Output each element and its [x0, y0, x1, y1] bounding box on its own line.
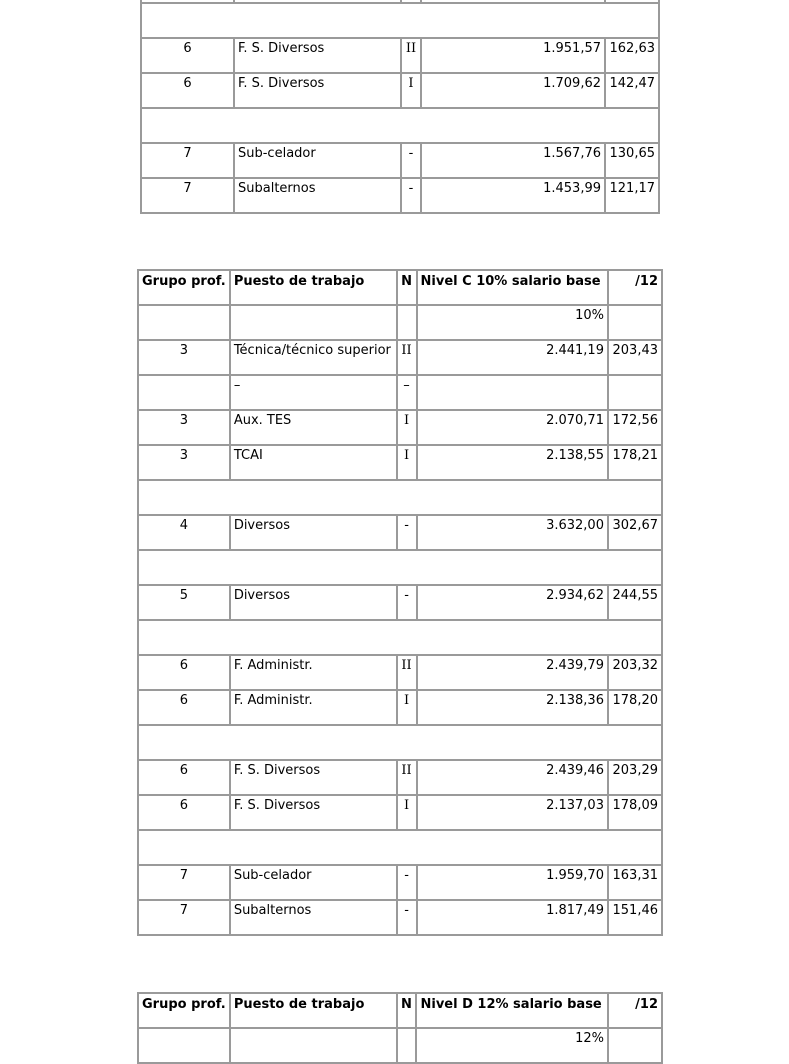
header-valor: Nivel C 10% salario base: [417, 270, 608, 305]
mensual-cell: 203,32: [608, 655, 662, 690]
nivel-cell: –: [397, 375, 417, 410]
nivel-cell: -: [397, 585, 417, 620]
table1-body: [141, 0, 659, 213]
grupo-cell: 6: [138, 655, 230, 690]
valor-cell: 3.632,00: [417, 515, 608, 550]
mensual-cell: 172,56: [608, 410, 662, 445]
percent-cell: 12%: [416, 1028, 608, 1063]
table-row: [138, 375, 662, 410]
mensual-cell: 121,17: [605, 178, 659, 213]
mensual-cell: 178,20: [608, 690, 662, 725]
percent-row: [138, 1028, 662, 1063]
mensual-cell: 130,65: [605, 143, 659, 178]
table-row: [138, 410, 662, 445]
nivel-cell: -: [397, 900, 417, 935]
mensual-cell: 163,31: [608, 865, 662, 900]
table-header-row: [138, 270, 662, 305]
valor-cell: 1.959,70: [417, 865, 608, 900]
nivel-cell: II: [397, 340, 417, 375]
valor-cell: 1.453,99: [421, 178, 605, 213]
grupo-cell: 7: [138, 865, 230, 900]
mensual-cell: 162,63: [605, 38, 659, 73]
header-n: N: [397, 993, 417, 1028]
nivel-cell: I: [397, 690, 417, 725]
nivel-cell: -: [401, 143, 421, 178]
table-row: [138, 585, 662, 620]
nivel-cell: II: [397, 760, 417, 795]
puesto-cell: F. S. Diversos: [230, 795, 397, 830]
nivel-cell: II: [397, 655, 417, 690]
valor-cell: 1.567,76: [421, 143, 605, 178]
mensual-cell: 302,67: [608, 515, 662, 550]
puesto-cell: Sub-celador: [230, 865, 397, 900]
salary-table-nivel-c: [137, 269, 663, 936]
table-header-row: [138, 993, 662, 1028]
nivel-cell: I: [397, 410, 417, 445]
percent-row: [138, 305, 662, 340]
table3-body: [138, 993, 662, 1063]
mensual-cell: 178,21: [608, 445, 662, 480]
valor-cell: 1.817,49: [417, 900, 608, 935]
grupo-cell: 6: [138, 690, 230, 725]
nivel-cell: I: [397, 795, 417, 830]
header-n: N: [397, 270, 417, 305]
table-row-spacer: [138, 480, 662, 515]
header-mensual: /12: [608, 993, 662, 1028]
puesto-cell: Subalternos: [234, 178, 401, 213]
table-row: [138, 795, 662, 830]
grupo-cell: 3: [138, 410, 230, 445]
header-grupo: Grupo prof.: [138, 993, 230, 1028]
puesto-cell: –: [230, 375, 397, 410]
salary-table-nivel-b-continued: [140, 0, 660, 214]
table-row-spacer: [138, 830, 662, 865]
header-valor: Nivel D 12% salario base: [416, 993, 608, 1028]
puesto-cell: F. S. Diversos: [234, 38, 401, 73]
valor-cell: 2.138,55: [417, 445, 608, 480]
header-mensual: /12: [608, 270, 662, 305]
valor-cell: 2.137,03: [417, 795, 608, 830]
mensual-cell: [608, 375, 662, 410]
mensual-cell: 142,47: [605, 73, 659, 108]
table-row: [138, 900, 662, 935]
mensual-cell: 244,55: [608, 585, 662, 620]
table-row: [141, 73, 659, 108]
table-row: [138, 865, 662, 900]
puesto-cell: Técnica/técnico superior: [230, 340, 397, 375]
valor-cell: 2.439,46: [417, 760, 608, 795]
percent-cell: 10%: [417, 305, 608, 340]
table-row: [141, 38, 659, 73]
grupo-cell: 6: [138, 760, 230, 795]
nivel-cell: -: [397, 515, 417, 550]
table-row-spacer: [141, 3, 659, 38]
grupo-cell: 4: [138, 515, 230, 550]
table-row: [138, 760, 662, 795]
valor-cell: 1.709,62: [421, 73, 605, 108]
table-row-spacer: [138, 550, 662, 585]
salary-table-nivel-d: [137, 992, 663, 1064]
puesto-cell: Diversos: [230, 515, 397, 550]
valor-cell: 2.934,62: [417, 585, 608, 620]
valor-cell: 1.951,57: [421, 38, 605, 73]
valor-cell: 2.070,71: [417, 410, 608, 445]
grupo-cell: 6: [141, 38, 234, 73]
puesto-cell: F. Administr.: [230, 690, 397, 725]
nivel-cell: I: [401, 73, 421, 108]
grupo-cell: 3: [138, 445, 230, 480]
table-row: [138, 445, 662, 480]
table-row: [141, 178, 659, 213]
grupo-cell: 7: [141, 143, 234, 178]
valor-cell: [417, 375, 608, 410]
nivel-cell: -: [401, 178, 421, 213]
nivel-cell: -: [397, 865, 417, 900]
puesto-cell: Subalternos: [230, 900, 397, 935]
table-row: [138, 515, 662, 550]
mensual-cell: 203,29: [608, 760, 662, 795]
valor-cell: 2.138,36: [417, 690, 608, 725]
puesto-cell: F. S. Diversos: [234, 73, 401, 108]
puesto-cell: F. Administr.: [230, 655, 397, 690]
mensual-cell: 151,46: [608, 900, 662, 935]
header-puesto: Puesto de trabajo: [230, 270, 397, 305]
grupo-cell: 3: [138, 340, 230, 375]
header-puesto: Puesto de trabajo: [230, 993, 397, 1028]
table2-body: [138, 270, 662, 935]
grupo-cell: 6: [138, 795, 230, 830]
table-row: [138, 690, 662, 725]
table-row: [138, 340, 662, 375]
table-row: [141, 143, 659, 178]
valor-cell: 2.439,79: [417, 655, 608, 690]
header-grupo: Grupo prof.: [138, 270, 230, 305]
mensual-cell: 203,43: [608, 340, 662, 375]
puesto-cell: Aux. TES: [230, 410, 397, 445]
grupo-cell: [138, 375, 230, 410]
table-row-spacer: [138, 620, 662, 655]
grupo-cell: 7: [138, 900, 230, 935]
puesto-cell: Sub-celador: [234, 143, 401, 178]
table-row: [138, 655, 662, 690]
table-row-spacer: [141, 108, 659, 143]
puesto-cell: TCAI: [230, 445, 397, 480]
table-row-spacer: [138, 725, 662, 760]
puesto-cell: F. S. Diversos: [230, 760, 397, 795]
nivel-cell: I: [397, 445, 417, 480]
grupo-cell: 7: [141, 178, 234, 213]
valor-cell: 2.441,19: [417, 340, 608, 375]
puesto-cell: Diversos: [230, 585, 397, 620]
grupo-cell: 6: [141, 73, 234, 108]
grupo-cell: 5: [138, 585, 230, 620]
nivel-cell: II: [401, 38, 421, 73]
mensual-cell: 178,09: [608, 795, 662, 830]
